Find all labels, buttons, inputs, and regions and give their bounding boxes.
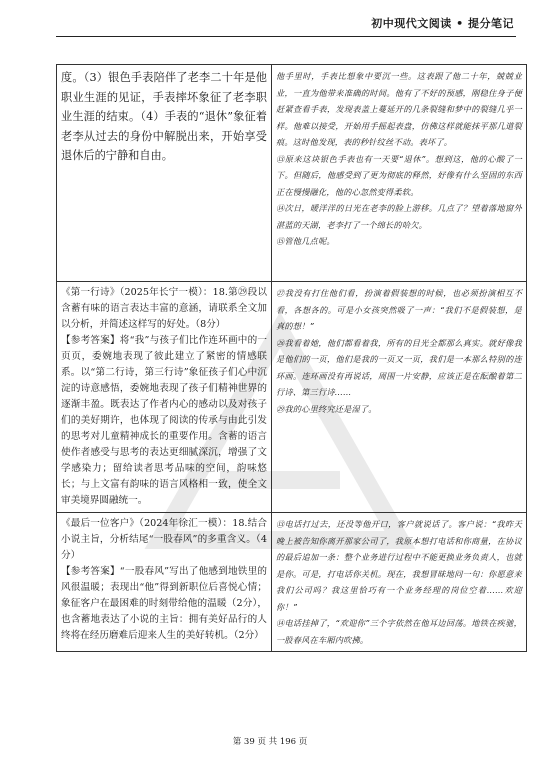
- page-footer: 第 39 页 共 196 页: [232, 737, 308, 747]
- table-row: [57, 282, 527, 513]
- answer-text: 【参考答案】将“我”与孩子们比作连环画中的一页页，委婉地表现了彼此建立了紧密的情感联系。以“第二行诗，第三行诗”象征孩子们心中沉淀的诗意感悟，委婉地表现了孩子们精神世界的逐渐丰盈。既表达了作者内心的感动以及对孩子们的美好期许，也体现了阅读的传承与由此引发的思考对儿童精神成长的重要作用。含蓄的语言使作者感受与思考的表达更细腻深沉，增强了文学感染力；留给读者思考品味的空间，韵味悠长；与上文富有韵味的语言风格相一致，使全文审美境界圆融统一。: [61, 335, 267, 506]
- question-text: 《最后一位客户》（2024年徐汇一模）：18.结合小说主旨，分析结尾“一股春风”的多重含义。（4分）: [61, 518, 267, 561]
- passage-paragraph: ㉗我没有打住他们看，扮演着假装想的时候，也必须扮演相互不看，各想各的。可是小女孩突然吸了一声：“我们不是假装想，是真的想！”: [276, 288, 522, 331]
- table-row: [57, 513, 527, 652]
- passage-cell: [272, 65, 527, 282]
- passage-cell: [272, 513, 527, 652]
- table-row: [57, 65, 527, 282]
- passage-paragraph: ㉙我的心里终究还是湿了。: [276, 403, 377, 414]
- passage-paragraph: 他手里时，手表比想象中要沉一些。这表跟了他二十年，兢兢业业，一直为他带来准确的时间。他有了不好的预感，刚稳住身子便赶紧查看手表，发现表盖上蔓延开的几条裂缝和梦中的裂缝几乎一样。他难以接受，开始用手摇起表盘，仿佛这样就能抹平那几道裂痕。这时他发现，表的秒针纹丝不动。表坏了。: [276, 71, 522, 147]
- passage-paragraph: ⑭次日，暖洋洋的日光在老李的脸上游移。几点了？望着落地窗外湛蓝的天湖，老李打了一个绵长的哈欠。: [276, 203, 522, 230]
- answer-text: 度。（3）银色手表陪伴了老李二十年是他职业生涯的见证，手表摔坏象征了老李职业生涯的结束。（4）手表的“退休”象征着老李从过去的身份中解脱出来，开始享受退休后的宁静和自由。: [61, 71, 267, 162]
- question-cell: [57, 65, 272, 282]
- passage-paragraph: ㉘我看着她，他们都看着我，所有的目光全都那么真实。就好像我是他们的一页，他们是我的一页又一页，我们是一本那么特别的连环画。连环画没有再说话，周围一片安静，应该正是在酝酿着第二行诗、第三行诗……: [276, 337, 522, 397]
- passage-paragraph: ⑬原来这块银色手表也有一天要“退休”。想到这，他的心酸了一下。但随后，他感受到了更为彻底的释然，好像有什么坚固的东西正在慢慢融化，他的心忽然变得柔软。: [276, 153, 522, 197]
- answer-text: 【参考答案】“一股春风”写出了他感到地铁里的风很温暖；表现出“他”得到新职位后喜悦心情；象征客户在最困难的时刻带给他的温暖（2分），也含蓄地表达了小说的主旨：拥有美好品行的人终将在经历磨难后迎来人生的美好转机。（2分）: [61, 566, 267, 641]
- passage-paragraph: ⑬电话打过去，还没等他开口，客户就说话了。客户说：“我昨天晚上被告知你离开那家公司了，我原本想打电话和你商量，在协议的最后追加一条：整个业务进行过程中不能更换业务负责人，也就是你。可是，打电话你关机。现在，我想冒昧地问一句：你愿意来我们公司吗？我这里恰巧有一个业务经理的岗位空着……欢迎你！”: [276, 519, 522, 612]
- passage-cell: [272, 282, 527, 513]
- question-cell: [57, 282, 272, 513]
- passage-paragraph: ⑭电话挂掉了，“欢迎你”三个字依然在他耳边回荡。地铁在疾驰，一股春风在车厢内吹拂。: [276, 618, 522, 645]
- question-cell: [57, 513, 272, 652]
- notes-table: [56, 64, 527, 652]
- passage-paragraph: ⑮管他几点呢。: [276, 236, 335, 246]
- page-header: [56, 10, 516, 37]
- question-text: 《第一行诗》（2025年长宁一模）：18.第㉙段以含蓄有味的语言表达丰富的意涵，请联系全文加以分析，并简述这样写的好处。（8分）: [61, 287, 267, 330]
- header-title: 初中现代文阅读 • 提分笔记: [371, 17, 514, 30]
